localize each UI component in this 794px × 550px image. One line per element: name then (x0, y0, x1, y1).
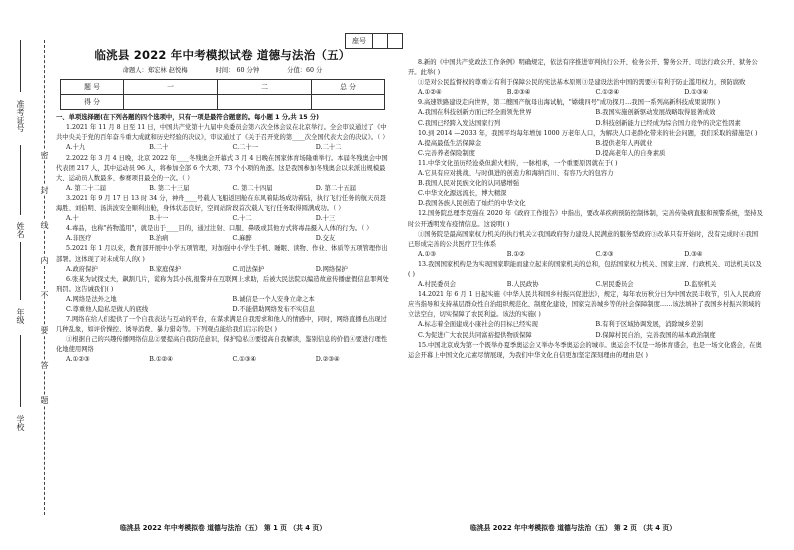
option-row (408, 169, 763, 179)
question-item (408, 290, 763, 340)
answer-option[interactable]: C.十二 (232, 215, 252, 223)
question-text: ①国务院是最高国家权力机关的执行机关②我国政府努力建设人民满意的服务型政府③改革只有开始时，没有完成时④我国已形成完善的公共医疗卫生体系 (408, 230, 759, 248)
answer-option[interactable]: D.不能借助网络发布不实信息 (232, 305, 315, 313)
question-item (56, 315, 389, 335)
question-text: 14.2021 年 6 月 1 日起实施《中华人民共和国乡村振兴促进法》，规定，每年农历秋分日为中国农民丰收节，引入人民政府应当指导和支持基层群众性自治组织规范化、制度化建设，国家完善城乡等的社会保障制度……该法填补了我国乡村振兴领域的立法空白，切实保障了农民利益。该法的实施( ) (408, 291, 762, 319)
question-text: 10.到 2014 —2033 年，我国平均每年增加 1000 万老年人口，为解决人口老龄化带来的社会问题，我们采取的措施是( ) (418, 129, 758, 137)
question-text: ①是对公民监督权的尊重②有利于保障公民的宪法基本原则③是建设法治中国的需要④有利于防止滥用权力，预防腐败 (418, 79, 746, 87)
seat-label: 座号 (346, 34, 373, 48)
question-item (56, 123, 389, 153)
score-table (60, 79, 385, 110)
label-name: 姓名 (16, 222, 25, 238)
seat-number-box (345, 33, 403, 49)
answer-option[interactable]: B.有利于区域协调发展，消除城乡差别 (595, 321, 703, 329)
answer-option[interactable]: A.村民委员会 (418, 281, 457, 289)
seal-char: 不 (40, 291, 49, 299)
question-item (408, 78, 763, 98)
question-item (56, 335, 389, 365)
answer-option[interactable]: A.非医疗 (66, 235, 92, 243)
answer-option[interactable]: B.二十 (149, 144, 169, 152)
answer-option[interactable]: B.治病 (149, 235, 169, 243)
answer-option[interactable]: A.它具有应对挑战、与时俱进的创造力和海纳百川、有容乃大的包容力 (418, 170, 614, 178)
answer-option[interactable]: B.我国人民对民族文化的认同感增强 (418, 180, 520, 188)
label-ticket-number: 准考证号 (16, 100, 25, 132)
seal-char: 内 (40, 256, 49, 264)
answer-option[interactable]: C.麻醉 (232, 235, 252, 243)
option-row (56, 265, 389, 275)
score-header: 一 (124, 80, 218, 95)
answer-option[interactable]: D.交友 (315, 235, 336, 243)
question-item (56, 275, 389, 315)
answer-option[interactable]: A.提高最低生活保障金 (418, 139, 482, 147)
question-item (56, 154, 389, 194)
question-item (408, 98, 763, 128)
question-text: 9.高速铁路建设走向世界，第二艘国产航母出海试航，"嫦娥四号"成功探月…我国一系列高新科技成果说明( ) (418, 99, 721, 107)
page-1-column (56, 48, 389, 366)
question-text: 13.我国国家机构是为实现国家职能而建立起来的国家机关的总和，包括国家权力机关、国家主席、行政机关、司法机关以及( ) (408, 260, 762, 278)
seat-cell[interactable] (373, 34, 388, 48)
score-row-label: 得 分 (61, 95, 124, 110)
label-grade: 年级 (16, 308, 25, 324)
name-line (20, 145, 21, 215)
question-text: 4.毒品，也称"药物滥用"，就是出于____目的，通过注射、口服、鼻吸或其他方式将毒品摄入人体的行为。（ ） (66, 225, 373, 233)
question-item (408, 260, 763, 290)
question-item (56, 194, 389, 224)
answer-option[interactable]: C.完善养老保险制度 (418, 149, 475, 157)
answer-option[interactable]: D.网络保护 (315, 265, 348, 273)
answer-option[interactable]: C.中华文化源远流长，博大精深 (418, 190, 507, 198)
answer-option[interactable]: D.二十二 (315, 144, 342, 152)
answer-option[interactable]: A.十 (66, 215, 79, 223)
option-row (408, 149, 763, 159)
score-cell[interactable] (124, 95, 218, 110)
answer-option[interactable]: A.政府保护 (66, 265, 98, 273)
seal-char: 封 (40, 186, 49, 194)
answer-option[interactable]: D.③④ (684, 250, 703, 258)
question-item (408, 230, 763, 260)
seal-char: 密 (40, 151, 49, 159)
question-text: 12.国务院总理李克强在 2020 年《政府工作报告》中指出，要改革疾病预防控制体制，完善传染病直报和预警系统，坚持及时公开透明发布疫情信息。这说明( ) (408, 210, 763, 228)
score-cell[interactable] (312, 95, 385, 110)
score-header: 二 (218, 80, 312, 95)
answer-option[interactable]: A.十九 (66, 144, 86, 152)
option-row (56, 214, 389, 224)
seal-char: 题 (40, 396, 49, 404)
answer-option[interactable]: D.科技创新能力已经成为综合国力竞争的决定性因素 (595, 119, 741, 127)
answer-option[interactable]: D.①③④ (684, 89, 709, 97)
answer-option[interactable]: C.我国已经跨入发达国家行列 (418, 119, 501, 127)
option-row (56, 143, 389, 153)
answer-option[interactable]: A.网络是法外之地 (66, 295, 117, 303)
answer-option[interactable]: B.我国实施创新驱动发展战略取得显著成效 (595, 109, 716, 117)
answer-option[interactable]: A.我国在科技创新方面已经全面领先世界 (418, 109, 532, 117)
question-item (408, 58, 763, 78)
school-line (20, 335, 21, 407)
answer-option[interactable]: D.保障村民自治，完善我国的基本政治制度 (595, 331, 716, 339)
question-item (408, 209, 763, 229)
option-row (408, 139, 763, 149)
question-text: 1.2021 年 11 月 8 日至 11 日，中国共产党第十九届中央委员会第六次全体会议在北京举行。全会审议通过了《中共中央关于党的百年奋斗重大成就和历史经验的决议》，审议通过了《关于召开党的第____次全国代表大会的决议》。（ ） (56, 124, 389, 142)
option-row (56, 184, 389, 194)
answer-option[interactable]: B.②③④ (506, 89, 531, 97)
answer-option[interactable]: A.①③ (418, 250, 436, 258)
answer-option[interactable]: C.①③④ (232, 356, 257, 364)
seal-char: 要 (40, 326, 49, 334)
option-row (408, 189, 763, 199)
option-row (56, 305, 389, 315)
exam-title: 临洮县 2022 年中考模拟试卷 道德与法治（五） (94, 48, 351, 62)
question-text: 8.新的《中国共产党政法工作条例》明确规定，依法有序推进审判执行公开、检务公开、警务公开、司法行政公开、狱务公开。此举( ) (408, 59, 758, 77)
option-row (408, 119, 763, 129)
answer-option[interactable]: C.为促进广大农民共同富裕提供物质保障 (418, 331, 532, 339)
answer-option[interactable]: D. 第二十五届 (315, 184, 357, 192)
answer-option[interactable]: A.①②④ (418, 89, 442, 97)
question-item (56, 224, 389, 244)
seat-cell[interactable] (388, 34, 402, 48)
question-text: 15.中国北京成为第一个既举办夏季奥运会又举办冬季奥运会的城市。奥运会不仅是一场体育盛会，也是一场文化盛会，在奥运会开幕上中国文化元素尽情展现，为我们中华文化自信更加坚定深刻理由的理由是( ) (408, 341, 762, 359)
exam-setters: 命题人：郑宏林 赵悦梅 (122, 67, 188, 75)
answer-option[interactable]: B.①②④ (149, 356, 173, 364)
label-school: 学校 (16, 415, 25, 431)
answer-option[interactable]: B. 第二十三届 (149, 184, 190, 192)
question-list (408, 58, 763, 361)
exam-info (56, 66, 389, 76)
question-item (408, 159, 763, 209)
question-item (408, 129, 763, 159)
answer-option[interactable]: B.诚信是一个人安身立命之本 (232, 295, 315, 303)
question-text: 7.网络在给人们提供了一个自我表达与互动的平台，在谋求满足自我需求和他人的情感中，同时，网络直播也出现过几种乱象，如评价操控、诱导消费、暴力猎奇等。下列观点能给我们启示的是( ) (56, 316, 387, 334)
question-text: 5.2021 年 1 月以来，教育部开展中小学五项管理，对加强中小学生手机、睡眠、读物、作业、体质等五项管理作出部署。这体现了对未成年人的( ) (56, 245, 388, 263)
answer-option[interactable]: B.①② (506, 250, 525, 258)
answer-option[interactable]: D.十三 (315, 215, 336, 223)
ticket-number-line (20, 40, 21, 92)
answer-option[interactable]: C.②③ (595, 250, 614, 258)
option-row (56, 355, 389, 365)
answer-option[interactable]: C.二十一 (232, 144, 258, 152)
grade-line (20, 242, 21, 300)
answer-option[interactable]: C.①②④ (595, 89, 620, 97)
answer-option[interactable]: B.家庭保护 (149, 265, 182, 273)
option-row (56, 295, 389, 305)
option-row (408, 108, 763, 118)
answer-option[interactable]: B.提供老年人再就业 (595, 139, 653, 147)
score-header: 题 号 (61, 80, 124, 95)
answer-option[interactable]: D.监察机关 (684, 281, 717, 289)
question-text: 11.中华文化虽历经沧桑但薪火相传，一脉相承，一个重要原因就在于( ) (418, 159, 618, 167)
binding-margin (0, 0, 52, 550)
question-text: 2.2022 年 3 月 4 日晚，北京 2022 年____冬残奥会开幕式 3 月 4 日晚在国家体育场隆重举行。本届冬残奥会中国代表团 217 人，其中运动员 96 人，将参加全部 6 个大项、73 个小项的角逐。这是我国参加冬残奥会以来派出规模最大、运动员人数最多、参赛项目最全的一次。（ ） (56, 154, 388, 182)
answer-option[interactable]: C.司法保护 (232, 265, 265, 273)
question-list (56, 123, 389, 365)
seal-char: 线 (40, 221, 49, 229)
exam-time: 时间： 60 分钟 (215, 67, 260, 75)
option-row (408, 320, 763, 330)
answer-option[interactable]: C. 第二十四届 (232, 184, 273, 192)
answer-option[interactable]: A.①②③ (66, 356, 90, 364)
footer-page-2: 临洮县 2022 年中考模拟卷 道德与法治（五） 第 2 页 （共 4 页） (470, 524, 676, 532)
option-row (408, 199, 763, 209)
answer-option[interactable]: D.②③④ (315, 356, 340, 364)
seal-line (44, 40, 45, 515)
answer-option[interactable]: B.人民政协 (506, 281, 539, 289)
answer-option[interactable]: D.提高老年人的自身素质 (595, 149, 666, 157)
footer-page-1: 临洮县 2022 年中考模拟卷 道德与法治（五） 第 1 页 （共 4 页） (120, 524, 326, 532)
option-row (408, 280, 763, 290)
seal-char: 答 (40, 361, 49, 369)
answer-option[interactable]: A.标志着全面建成小康社会的目标已经实现 (418, 321, 538, 329)
option-row (408, 88, 763, 98)
score-cell[interactable] (218, 95, 312, 110)
question-text: 3.2021 年 9 月 17 日 13 时 34 分，神舟____号载人飞船返回舱在东风着陆场成功着陆，执行飞行任务的航天员聂海胜、刘伯明、汤洪波安全顺利出舱，身体状态良好，空间站阶段首次载人飞行任务取得圆满成功。（ ） (56, 194, 386, 213)
answer-option[interactable]: C.居民委员会 (595, 281, 634, 289)
answer-option[interactable]: D.我国各族人民创造了灿烂的中华文化 (418, 200, 526, 208)
option-row (408, 331, 763, 341)
answer-option[interactable]: C.尊重他人隐私是做人的底线 (66, 305, 149, 313)
option-row (56, 234, 389, 244)
answer-option[interactable]: A. 第二十二届 (66, 184, 107, 192)
exam-score: 分值：60 分 (287, 67, 323, 75)
option-row (408, 179, 763, 189)
question-text: 6.张某为试探丈夫，飙割几片，谎称为其小孩,报警并在互联网上求助，后被大民法院以编造故意传播虚假信息罪判处刑罚。这告诫我们( ) (56, 275, 389, 293)
option-row (408, 250, 763, 260)
section-heading: 一、单项选择题(在下列各题的四个选项中，只有一项是最符合题意的。每小题 1 分,共 15 分) (56, 114, 320, 122)
question-item (408, 341, 763, 361)
page-2-column (408, 58, 763, 361)
question-text: ①根据自己的兴趣传播网络信息②要提高自我防范意识，保护隐私③要提高自我解读，鉴别信息的价值④要进行理性化地使用网络 (56, 336, 388, 354)
question-item (56, 244, 389, 274)
answer-option[interactable]: B.十一 (149, 215, 169, 223)
score-header: 总 分 (312, 80, 385, 95)
